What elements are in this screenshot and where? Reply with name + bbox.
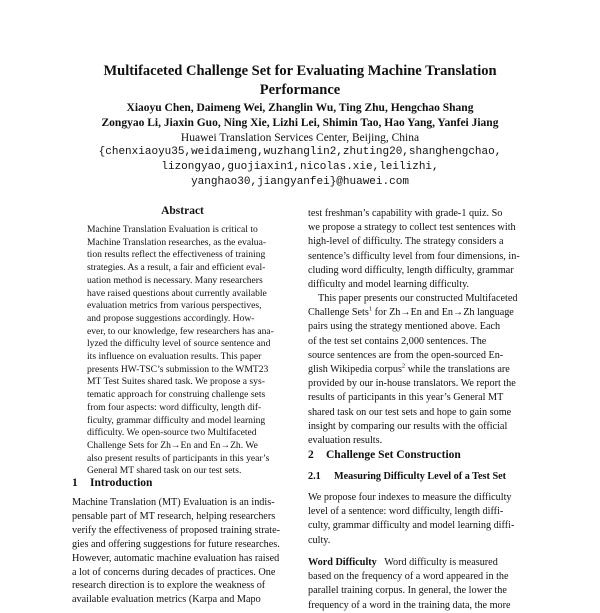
body-line: [308, 556, 533, 570]
abstract-line: presents HW-TSC’s submission to the WMT23: [87, 363, 269, 375]
body-line: gies and offering suggestions for future researches.: [72, 538, 280, 550]
section-heading-introduction: [72, 477, 152, 489]
title-line: Multifaceted Challenge Set for Evaluating Machine Translation: [103, 63, 497, 79]
body-line: However, automatic machine evaluation has raised: [72, 552, 280, 564]
body-text: while the translations are: [405, 364, 510, 376]
author-line: Xiaoyu Chen, Daimeng Wei, Zhanglin Wu, Ting Zhu, Hengchao Shang: [126, 102, 474, 114]
title-line: Performance: [259, 82, 341, 98]
abstract-line: from four aspects: word difficulty, length dif-: [87, 401, 262, 413]
abstract-line: tion results reflect the effectiveness of training: [87, 249, 266, 261]
section-number: 2: [308, 449, 314, 461]
body-line: a lot of concerns during decades of practices. One: [72, 566, 276, 578]
abstract-line: Machine Translation Evaluation is critical to: [87, 224, 258, 235]
body-line: research direction is to explore the weakness of: [72, 580, 266, 592]
body-line: of the test set contains 2,000 sentences. The: [308, 335, 487, 347]
abstract-line: Machine Translation researches, as the evalua-: [87, 236, 267, 248]
body-text: glish Wikipedia corpus: [308, 364, 402, 376]
body-line: cluding word difficulty, length difficulty, grammar: [308, 264, 514, 276]
section-title: Challenge Set Construction: [326, 449, 461, 461]
abstract-body: [87, 224, 279, 478]
body-line: pensable part of MT research, helping researchers: [72, 510, 276, 522]
affiliation: Huawei Translation Services Center, Beijing, China: [180, 132, 420, 144]
section-title: Introduction: [90, 477, 153, 489]
body-line: pairs using the strategy mentioned above. Each: [308, 321, 501, 333]
paper-title: [60, 62, 540, 100]
body-line: shared task on our test sets and hope to gain some: [308, 406, 512, 418]
difficulty-paragraph: [308, 491, 533, 548]
body-text: Challenge Sets: [308, 307, 369, 319]
abstract-line: lyzed the difficulty level of source sentence and: [87, 338, 271, 350]
body-line: culty.: [308, 534, 331, 546]
abstract-line: difficulty. We open-source two Multifaceted: [87, 427, 257, 439]
body-line: [308, 363, 533, 377]
body-line: culty, grammar difficulty and model learning diffi-: [308, 520, 515, 532]
abstract-heading: Abstract: [161, 205, 204, 217]
subsection-number: 2.1: [308, 471, 321, 482]
body-line: Machine Translation (MT) Evaluation is an indis-: [72, 497, 275, 508]
section-number: 1: [72, 477, 78, 489]
body-line: based on the frequency of a word appeared in the: [308, 571, 509, 583]
email-line: lizongyao,guojiaxin1,nicolas.xie,leilizhi,: [161, 161, 439, 173]
abstract-line: tematic approach for construing challenge sets: [87, 389, 266, 401]
body-line: insight by comparing our results with the official: [308, 420, 508, 432]
body-line: parallel training corpus. In general, the lower the: [308, 585, 507, 597]
body-line: [308, 306, 533, 320]
footnote-marker[interactable]: 2: [401, 362, 406, 370]
introduction-body: [72, 496, 298, 607]
email-line: {chenxiaoyu35,weidaimeng,wuzhanglin2,zhuting20,shanghengchao,: [98, 146, 502, 158]
author-emails: [40, 145, 560, 190]
body-line: we propose a strategy to collect test sentences with: [308, 222, 516, 234]
runin-heading: Word Difficulty: [308, 557, 377, 568]
body-line: available evaluation metrics (Karpa and Mapo: [72, 594, 261, 606]
abstract-line: have raised questions about currently available: [87, 287, 267, 299]
body-line: test freshman’s capability with grade-1 quiz. So: [308, 208, 503, 219]
body-text: Word difficulty is measured: [376, 557, 498, 568]
abstract-line: ficulty, grammar difficulty and model learning: [87, 414, 266, 426]
abstract-line: MT Test Suites shared task. We propose a sys-: [87, 376, 265, 388]
body-line: frequency of a word in the training data, the more: [308, 599, 511, 611]
abstract-line: evaluation metrics from various perspectives,: [87, 300, 262, 312]
abstract-line: uation method is necessary. Many researchers: [87, 274, 263, 286]
body-line: difficulty and model learning difficulty.: [308, 279, 470, 291]
subsection-heading-measuring-difficulty: [308, 471, 506, 482]
footnote-marker[interactable]: 1: [368, 305, 373, 313]
author-list: [40, 101, 560, 131]
section-heading-challenge-set: [308, 449, 461, 461]
body-line: sentence’s difficulty level from four dimensions, in-: [308, 250, 520, 262]
body-line: level of a sentence: word difficulty, length diffi-: [308, 506, 504, 518]
body-line: provided by our in-house translators. We report the: [308, 378, 516, 390]
author-line: Zongyao Li, Jiaxin Guo, Ning Xie, Lizhi Lei, Shimin Tao, Hao Yang, Yanfei Jiang: [101, 117, 499, 129]
abstract-line: and propose suggestions accordingly. How-: [87, 312, 255, 324]
abstract-line: Challenge Sets for Zh→En and En→Zh. We: [87, 439, 258, 451]
body-line: high-level of difficulty. The strategy considers a: [308, 236, 504, 248]
subsection-title: Measuring Difficulty Level of a Test Set: [334, 471, 507, 482]
intro-paragraph-continued: [308, 207, 533, 292]
email-line: yanghao30,jiangyanfei}@huawei.com: [191, 176, 409, 188]
abstract-line: its influence on evaluation results. This paper: [87, 351, 262, 363]
body-text: for Zh→En and En→Zh language: [372, 307, 514, 319]
contribution-paragraph: [308, 292, 533, 448]
body-line: verify the effectiveness of proposed training strate-: [72, 524, 281, 536]
abstract-line: ever, to our knowledge, few researchers has ana-: [87, 325, 274, 337]
body-line: evaluation results.: [308, 435, 383, 447]
body-line: results of participants in this year’s General MT: [308, 392, 504, 404]
body-line: source sentences are from the open-sourced En-: [308, 349, 504, 361]
word-difficulty-paragraph: [308, 556, 533, 613]
body-line: We propose four indexes to measure the difficulty: [308, 492, 512, 503]
body-line: This paper presents our constructed Multifaceted: [318, 293, 518, 304]
abstract-line: also present results of participants in this year’s: [87, 452, 270, 464]
abstract-line: strategies. As a result, a fair and efficient eval-: [87, 262, 266, 274]
abstract-line: General MT shared task on our test sets.: [87, 465, 242, 477]
